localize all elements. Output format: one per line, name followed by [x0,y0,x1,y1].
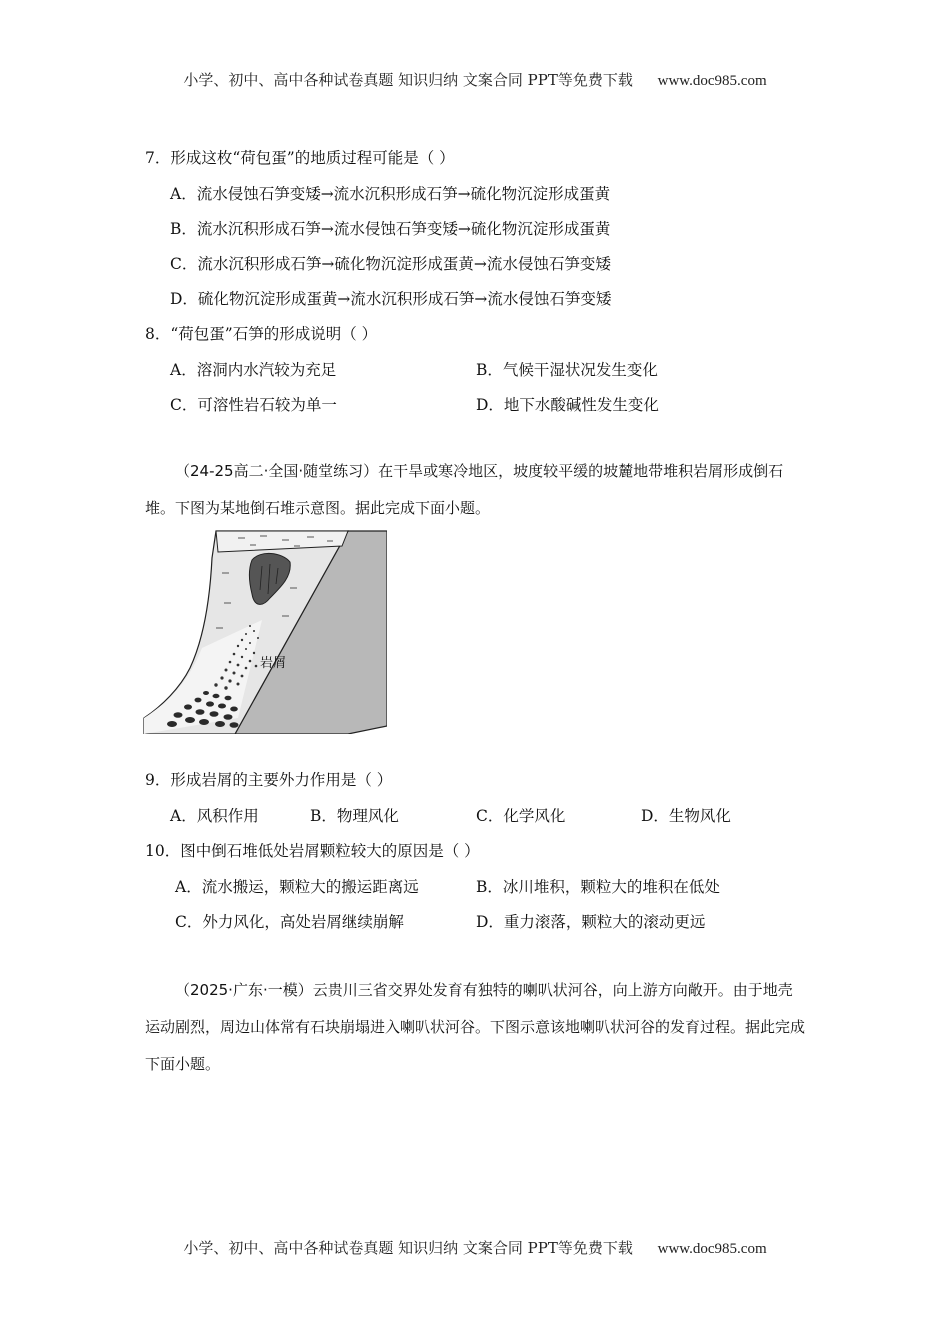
question-10-stem: 10．图中倒石堆低处岩屑颗粒较大的原因是（ ） [145,842,480,860]
page-footer [0,1237,950,1258]
question-7-option-b: B．流水沉积形成石笋→流水侵蚀石笋变矮→硫化物沉淀形成蛋黄 [170,220,611,238]
question-8-option-a: A．溶洞内水汽较为充足 [170,361,337,379]
footer-url[interactable]: www.doc985.com [657,1241,767,1257]
header-url[interactable]: www.doc985.com [657,73,767,89]
question-8-stem: 8．“荷包蛋”石笋的形成说明（ ） [145,325,378,343]
page-header [0,69,950,90]
question-8-option-d: D．地下水酸碱性发生变化 [476,396,659,414]
question-10-option-c: C．外力风化，高处岩屑继续崩解 [175,913,404,931]
question-10-option-b: B．冰川堆积，颗粒大的堆积在低处 [476,878,720,896]
passage-talus: （24-25高二·全国·随堂练习）在干旱或寒冷地区，坡度较平缓的坡麓地带堆积岩屑形成倒石堆。下图为某地倒石堆示意图。据此完成下面小题。 [145,462,784,517]
question-7-option-c: C．流水沉积形成石笋→硫化物沉淀形成蛋黄→流水侵蚀石笋变矮 [170,255,611,273]
question-7-option-d: D．硫化物沉淀形成蛋黄→流水沉积形成石笋→流水侵蚀石笋变矮 [170,290,612,308]
passage-trumpet-valley: （2025·广东·一模）云贵川三省交界处发育有独特的喇叭状河谷，向上游方向敞开。由于地壳运动剧烈，周边山体常有石块崩塌进入喇叭状河谷。下图示意该地喇叭状河谷的发育过程。据此完成下面小题。 [145,981,806,1073]
question-10-option-a: A．流水搬运，颗粒大的搬运距离远 [175,878,419,896]
question-9-option-d: D．生物风化 [641,807,731,825]
question-10-option-d: D．重力滚落，颗粒大的滚动更远 [476,913,706,931]
question-9-option-b: B．物理风化 [310,807,399,825]
question-9-option-c: C．化学风化 [476,807,566,825]
question-7-option-a: A．流水侵蚀石笋变矮→流水沉积形成石笋→硫化物沉淀形成蛋黄 [170,185,611,203]
question-8-option-c: C．可溶性岩石较为单一 [170,396,337,414]
question-9-option-a: A．风积作用 [170,807,259,825]
footer-text: 小学、初中、高中各种试卷真题 知识归纳 文案合同 PPT等免费下载 [183,1239,633,1257]
question-8-option-b: B．气候干湿状况发生变化 [476,361,658,379]
question-7-stem: 7．形成这枚“荷包蛋”的地质过程可能是（ ） [145,149,455,167]
figure-label-debris: 岩屑 [260,656,287,671]
talus-diagram [142,528,387,734]
question-9-stem: 9．形成岩屑的主要外力作用是（ ） [145,771,393,789]
header-text: 小学、初中、高中各种试卷真题 知识归纳 文案合同 PPT等免费下载 [183,71,633,89]
